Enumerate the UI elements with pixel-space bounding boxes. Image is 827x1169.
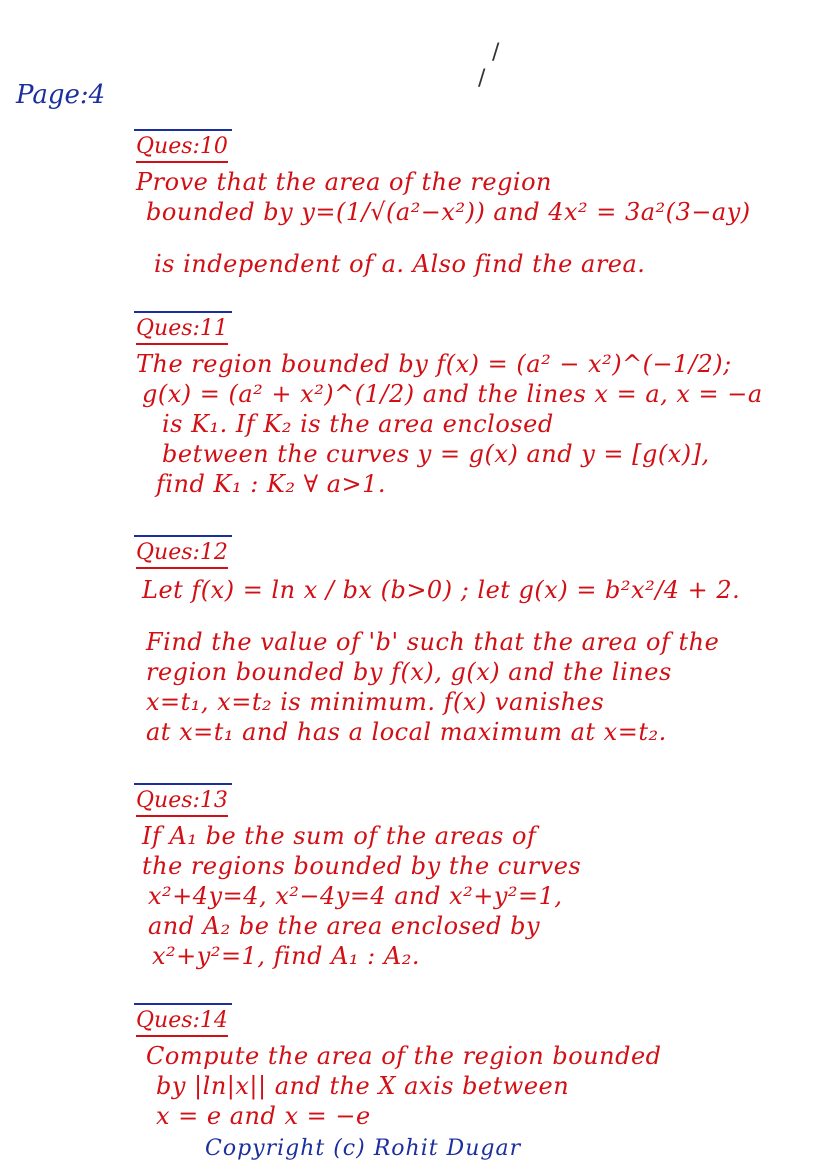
- question-line: x = e and x = −e: [156, 1102, 371, 1130]
- question-10: [136, 134, 816, 279]
- question-line: Let f(x) = ln x / bx (b>0) ; let g(x) = b²x²/4 + 2.: [142, 576, 741, 604]
- question-11: [136, 316, 816, 499]
- question-line: Prove that the area of the region: [136, 168, 553, 196]
- question-line: x²+4y=4, x²−4y=4 and x²+y²=1,: [148, 882, 563, 910]
- question-13: [136, 788, 816, 971]
- copyright-footer: Copyright (c) Rohit Dugar: [205, 1136, 522, 1161]
- question-line: is independent of a. Also find the area.: [154, 250, 646, 278]
- question-line: between the curves y = g(x) and y = [g(x)],: [162, 440, 710, 468]
- question-heading: Ques:13: [136, 788, 228, 817]
- question-heading: Ques:14: [136, 1008, 228, 1037]
- question-12: [136, 540, 816, 747]
- question-line: Find the value of 'b' such that the area of the: [146, 628, 720, 656]
- question-line: g(x) = (a² + x²)^(1/2) and the lines x = a, x = −a: [142, 380, 763, 408]
- question-line: is K₁. If K₂ is the area enclosed: [162, 410, 554, 438]
- question-line: bounded by y=(1/√(a²−x²)) and 4x² = 3a²(3−ay): [146, 198, 751, 226]
- question-line: region bounded by f(x), g(x) and the lines: [146, 658, 672, 686]
- question-line: x=t₁, x=t₂ is minimum. f(x) vanishes: [146, 688, 605, 716]
- question-line: Compute the area of the region bounded: [146, 1042, 662, 1070]
- question-heading: Ques:11: [136, 316, 228, 345]
- question-line: The region bounded by f(x) = (a² − x²)^(−1/2);: [136, 350, 732, 378]
- question-heading: Ques:10: [136, 134, 228, 163]
- question-line: x²+y²=1, find A₁ : A₂.: [152, 942, 420, 970]
- stray-mark: /: [478, 66, 486, 91]
- question-14: [136, 1008, 816, 1131]
- question-line: find K₁ : K₂ ∀ a>1.: [156, 470, 387, 498]
- question-heading: Ques:12: [136, 540, 228, 569]
- question-line: at x=t₁ and has a local maximum at x=t₂.: [146, 718, 667, 746]
- question-line: and A₂ be the area enclosed by: [148, 912, 541, 940]
- page-label: Page:4: [16, 80, 106, 110]
- question-line: If A₁ be the sum of the areas of: [142, 822, 537, 850]
- question-line: by |ln|x|| and the X axis between: [156, 1072, 570, 1100]
- question-line: the regions bounded by the curves: [142, 852, 582, 880]
- stray-mark: /: [492, 40, 500, 65]
